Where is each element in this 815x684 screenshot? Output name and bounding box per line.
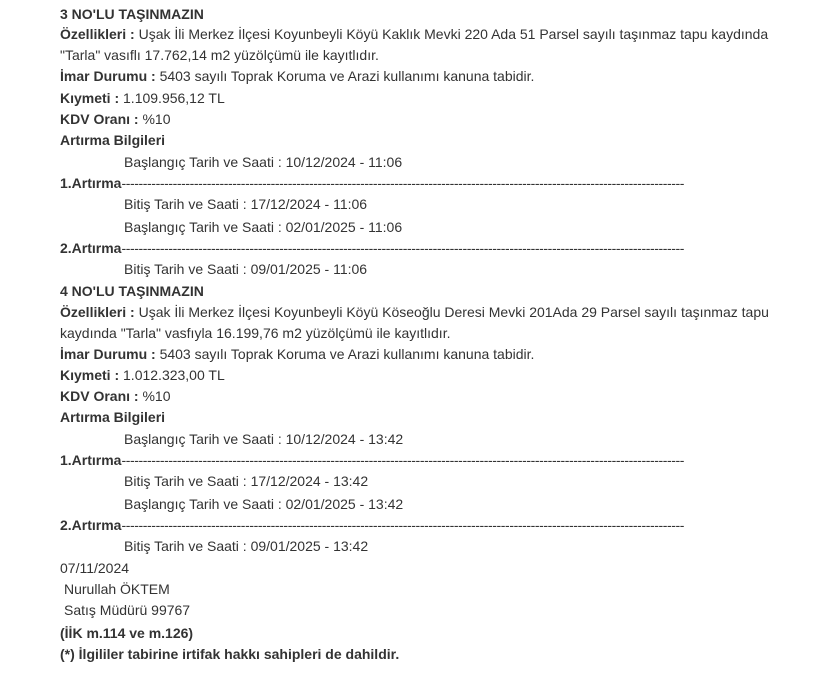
- p4-zoning: [60, 345, 534, 363]
- p3-value: [60, 89, 225, 107]
- p3-vat-value: %10: [138, 111, 171, 127]
- p3-a1-dashes: ------------------------------------------------------------------------------------------------------------------------------------: [121, 175, 685, 191]
- footer-note: (*) İlgililer tabirine irtifak hakkı sahipleri de dahildir.: [60, 646, 400, 662]
- p4-a1-label: 1.Artırma: [60, 452, 122, 468]
- p4-a2-end: Bitiş Tarih ve Saati : 09/01/2025 - 13:42: [124, 538, 369, 554]
- p3-vat-label: KDV Oranı :: [60, 111, 139, 127]
- p3-auction-info: Artırma Bilgileri: [60, 132, 166, 148]
- p3-a2-row: [60, 239, 684, 257]
- p4-features-line1: Uşak İli Merkez İlçesi Koyunbeyli Köyü Köseoğlu Deresi Mevki 201Ada 29 Parsel sayılı taşınmaz tapu: [134, 304, 769, 320]
- footer-title: Satış Müdürü 99767: [64, 602, 191, 618]
- p4-features-line2: kaydında "Tarla" vasfıyla 16.199,76 m2 yüzölçümü ile kayıtlıdır.: [60, 325, 451, 341]
- footer-law: (İİK m.114 ve m.126): [60, 625, 194, 641]
- p3-features-line1: Uşak İli Merkez İlçesi Koyunbeyli Köyü Kaklık Mevki 220 Ada 51 Parsel sayılı taşınmaz tapu kaydında: [134, 26, 769, 42]
- p4-value-value: 1.012.323,00 TL: [119, 367, 225, 383]
- p4-a1-end: Bitiş Tarih ve Saati : 17/12/2024 - 13:42: [124, 473, 369, 489]
- p4-features-label: Özellikleri :: [60, 304, 135, 320]
- p3-a1-start: Başlangıç Tarih ve Saati : 10/12/2024 - 11:06: [124, 154, 403, 170]
- p4-a1-row: [60, 451, 684, 469]
- p3-features: [60, 25, 768, 43]
- p3-a2-dashes: ------------------------------------------------------------------------------------------------------------------------------------: [121, 240, 685, 256]
- p3-features-label: Özellikleri :: [60, 26, 135, 42]
- footer-date: 07/11/2024: [60, 560, 130, 576]
- footer-name: Nurullah ÖKTEM: [64, 581, 170, 597]
- p3-title: 3 NO'LU TAŞINMAZIN: [60, 6, 204, 22]
- p3-zoning-value: 5403 sayılı Toprak Koruma ve Arazi kullanımı kanuna tabidir.: [155, 68, 535, 84]
- p4-vat-value: %10: [138, 388, 171, 404]
- p3-features-line2: "Tarla" vasıflı 17.762,14 m2 yüzölçümü ile kayıtlıdır.: [60, 47, 379, 63]
- p4-a2-dashes: ------------------------------------------------------------------------------------------------------------------------------------: [121, 517, 685, 533]
- p4-zoning-value: 5403 sayılı Toprak Koruma ve Arazi kullanımı kanuna tabidir.: [155, 346, 535, 362]
- p4-a2-start: Başlangıç Tarih ve Saati : 02/01/2025 - 13:42: [124, 496, 404, 512]
- p3-value-label: Kıymeti :: [60, 90, 120, 106]
- p4-zoning-label: İmar Durumu :: [60, 346, 156, 362]
- p3-zoning-label: İmar Durumu :: [60, 68, 156, 84]
- p3-a1-row: [60, 174, 684, 192]
- p3-vat: [60, 110, 171, 128]
- p4-title: 4 NO'LU TAŞINMAZIN: [60, 283, 204, 299]
- p3-a1-end: Bitiş Tarih ve Saati : 17/12/2024 - 11:06: [124, 196, 368, 212]
- p4-vat: [60, 387, 171, 405]
- p4-features: [60, 303, 769, 321]
- p3-a2-label: 2.Artırma: [60, 240, 122, 256]
- p4-a1-start: Başlangıç Tarih ve Saati : 10/12/2024 - 13:42: [124, 431, 404, 447]
- p3-zoning: [60, 67, 534, 85]
- p4-auction-info: Artırma Bilgileri: [60, 409, 166, 425]
- p4-a1-dashes: ------------------------------------------------------------------------------------------------------------------------------------: [121, 452, 685, 468]
- p4-value-label: Kıymeti :: [60, 367, 120, 383]
- p4-value: [60, 366, 225, 384]
- p3-a2-end: Bitiş Tarih ve Saati : 09/01/2025 - 11:06: [124, 261, 368, 277]
- p3-a1-label: 1.Artırma: [60, 175, 122, 191]
- p3-value-value: 1.109.956,12 TL: [119, 90, 225, 106]
- p4-a2-row: [60, 516, 684, 534]
- p3-a2-start: Başlangıç Tarih ve Saati : 02/01/2025 - 11:06: [124, 219, 403, 235]
- p4-a2-label: 2.Artırma: [60, 517, 122, 533]
- p4-vat-label: KDV Oranı :: [60, 388, 139, 404]
